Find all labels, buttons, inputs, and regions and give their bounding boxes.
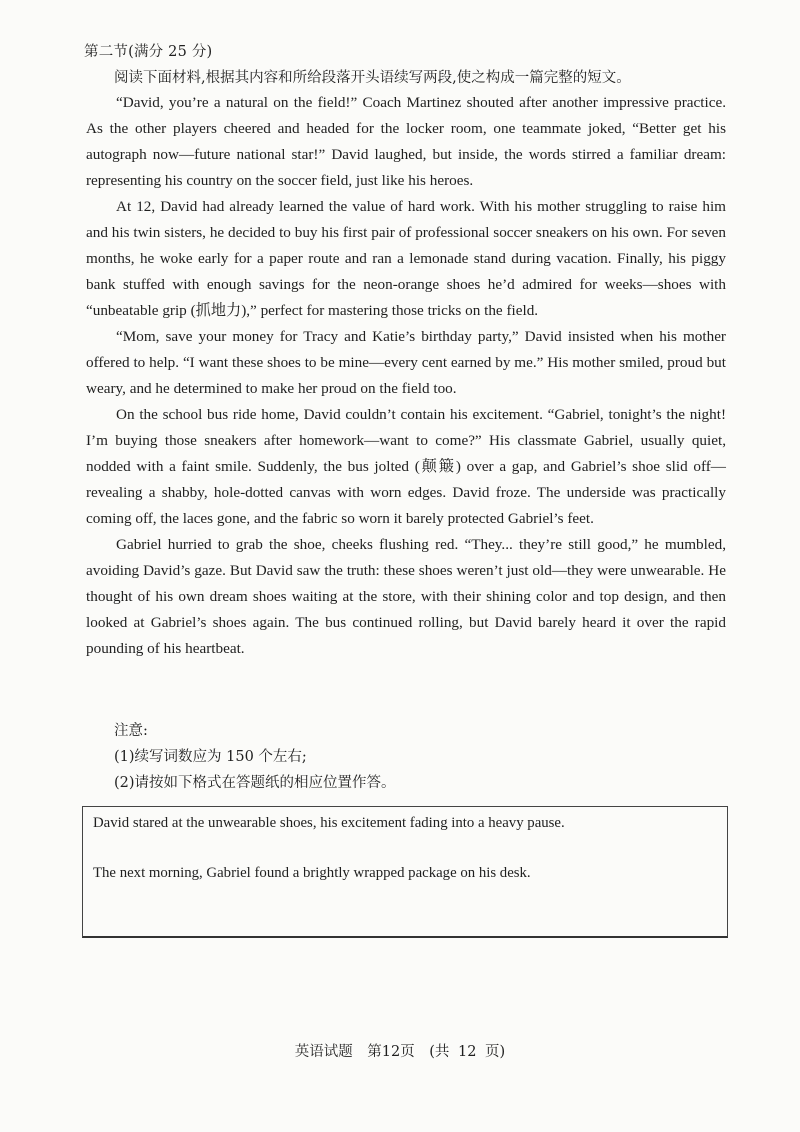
section-header: 第二节(满分 25 分) <box>84 44 213 60</box>
passage-paragraph: “David, you’re a natural on the field!” Coach Martinez shouted after another impressive practice. As the other players cheered and headed for the locker room, one teammate joked, “Better get his autograph now—future national star!” David laughed, but inside, the words stirred a familiar dream: representing his country on the soccer field, just like his heroes. <box>86 94 726 189</box>
writing-instruction: 阅读下面材料,根据其内容和所给段落开头语续写两段,使之构成一篇完整的短文。 <box>114 70 631 86</box>
notes-section <box>114 718 396 796</box>
note-item: (1)续写词数应为 150 个左右; <box>114 749 307 765</box>
notes-title: 注意: <box>114 723 148 739</box>
reading-passage <box>86 90 726 662</box>
passage-paragraph: “Mom, save your money for Tracy and Katie’s birthday party,” David insisted when his mother offered to help. “I want these shoes to be mine—every cent earned by me.” His mother smiled, proud but weary, and he determined to make her proud on the field too. <box>86 328 726 397</box>
answer-box <box>82 806 728 938</box>
paragraph-opening-2: The next morning, Gabriel found a brightly wrapped package on his desk. <box>93 865 531 881</box>
note-item: (2)请按如下格式在答题纸的相应位置作答。 <box>114 775 396 791</box>
paragraph-opening-1: David stared at the unwearable shoes, his excitement fading into a heavy pause. <box>93 815 565 831</box>
page-footer: 英语试题 第12页 (共 12 页) <box>294 1044 506 1060</box>
passage-paragraph: At 12, David had already learned the value of hard work. With his mother struggling to raise him and his twin sisters, he decided to buy his first pair of professional soccer sneakers on his own. For seven months, he woke early for a paper route and ran a lemonade stand during vacation. Finally, his piggy bank stuffed with enough savings for the neon-orange shoes he’d admired for weeks—shoes with “unbeatable grip (抓地力),” perfect for mastering those tricks on the field. <box>86 198 726 319</box>
passage-paragraph: On the school bus ride home, David couldn’t contain his excitement. “Gabriel, tonight’s the night! I’m buying those sneakers after homework—want to come?” His classmate Gabriel, usually quiet, nodded with a faint smile. Suddenly, the bus jolted (颠簸) over a gap, and Gabriel’s shoe slid off—revealing a shabby, hole-dotted canvas with worn edges. David froze. The underside was practically coming off, the laces gone, and the fabric so worn it barely protected Gabriel’s feet. <box>86 406 726 527</box>
passage-paragraph: Gabriel hurried to grab the shoe, cheeks flushing red. “They... they’re still good,” he mumbled, avoiding David’s gaze. But David saw the truth: these shoes weren’t just old—they were unwearable. He thought of his own dream shoes waiting at the store, with their shining color and top design, and then looked at Gabriel’s shoes again. The bus continued rolling, but David barely heard it over the rapid pounding of his heartbeat. <box>86 536 726 657</box>
